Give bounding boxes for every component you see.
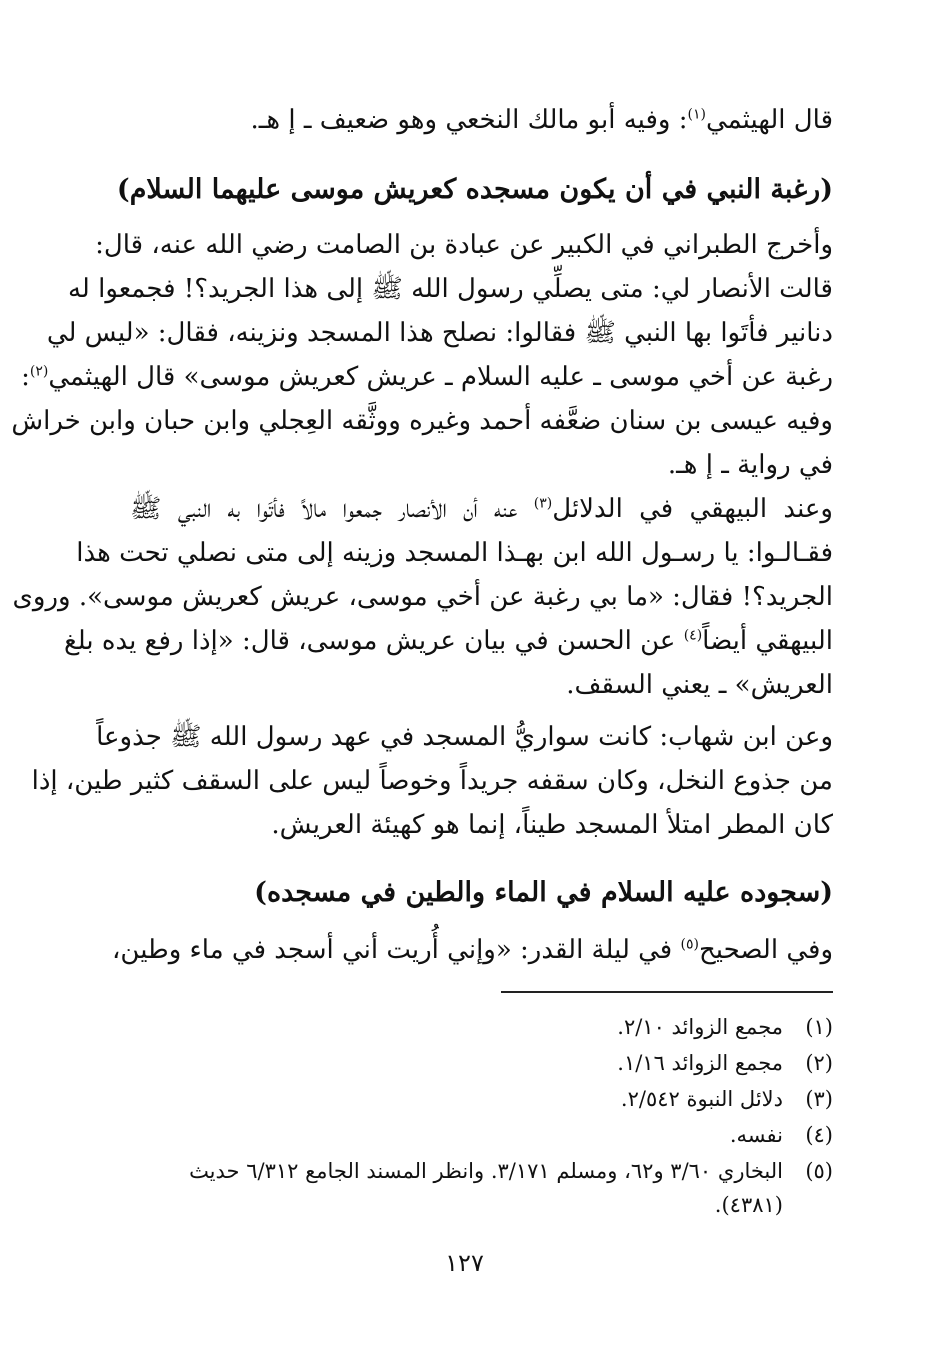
- text-segment: : وفيه أبو مالك النخعي وهو ضعيف ـ إ هـ.: [250, 105, 688, 135]
- section-heading: (رغبة النبي في أن يكون مسجده كعريش موسى عليهما السلام): [116, 174, 833, 205]
- footnote: [130, 1010, 833, 1044]
- text-segment: عنه أن الأنصار جمعوا مالاً فأتَوا به النبي ﷺ: [130, 494, 534, 524]
- footnote-marker: (٢): [29, 363, 49, 380]
- text-line: من جذوع النخل، وكان سقفه جريداً وخوصاً ليس على السقف كثير طين، إذا: [31, 766, 833, 796]
- footnote-text: البخاري ٣/٦٠ و٦٢، ومسلم ٣/١٧١. وانظر المسند الجامع ٦/٣١٢ حديث: [189, 1159, 783, 1183]
- text-segment: في ليلة القدر: «وإني أُريت أني أسجد في ماء وطين،: [112, 935, 681, 965]
- text-line: الجريد؟! فقال: «ما بي رغبة عن أخي موسى، عريش كعريش موسى». وروى: [12, 582, 833, 612]
- text-line: [130, 100, 833, 140]
- section-heading: (سجوده عليه السلام في الماء والطين في مسجده): [254, 877, 833, 908]
- footnote: [130, 1046, 833, 1080]
- footnote-text: مجمع الزوائد ٢/١٠.: [617, 1015, 783, 1039]
- text-line: فقـالـوا: يا رسـول الله ابن بهـذا المسجد وزينه إلى متى نصلي تحت هذا: [76, 538, 833, 568]
- footnote-number: (٣): [805, 1087, 833, 1111]
- text-line: وعن ابن شهاب: كانت سواريُّ المسجد في عهد رسول الله ﷺ جذوعاً: [96, 722, 833, 752]
- footnote-number: (٥): [805, 1159, 833, 1183]
- footnote-marker: (٥): [680, 936, 699, 953]
- text-segment: رغبة عن أخي موسى ـ عليه السلام ـ عريش كعريش موسى» قال الهيثمي: [48, 362, 833, 392]
- footnote-number: (١): [805, 1015, 833, 1039]
- page-number: ١٢٧: [445, 1249, 484, 1277]
- text-line: وفيه عيسى بن سنان ضعَّفه أحمد وغيره ووثَّقه العِجلي وابن حبان وابن خراش: [11, 406, 833, 436]
- text-line: كان المطر امتلأ المسجد طيناً، إنما هو كهيئة العريش.: [271, 810, 833, 840]
- text-line: [21, 357, 833, 397]
- footnote-divider: [501, 991, 833, 993]
- footnote-number: (٤): [805, 1123, 833, 1147]
- footnote-text: نفسه.: [729, 1123, 783, 1147]
- footnote-marker: (٣): [533, 495, 553, 512]
- footnote: [130, 1082, 833, 1116]
- footnote-marker: (٤): [683, 627, 703, 644]
- text-line: قالت الأنصار لي: متى يصلِّي رسول الله ﷺ إلى هذا الجريد؟! فجمعوا له: [67, 274, 833, 304]
- footnote-continuation: (٤٣٨١).: [714, 1193, 783, 1217]
- text-line: دنانير فأتَوا بها النبي ﷺ فقالوا: نصلح هذا المسجد ونزينه، فقال: «ليس لي: [46, 318, 833, 348]
- text-line: في رواية ـ إ هـ.: [667, 450, 833, 480]
- text-segment: وعند البيهقي في الدلائل: [552, 494, 833, 524]
- text-line: العريش» ـ يعني السقف.: [566, 670, 833, 700]
- text-line: [130, 489, 833, 529]
- footnote-marker: (١): [687, 106, 706, 123]
- footnote-number: (٢): [805, 1051, 833, 1075]
- text-line: [63, 621, 833, 661]
- text-segment: البيهقي أيضاً: [702, 626, 833, 656]
- text-segment: وفي الصحيح: [698, 935, 833, 965]
- text-segment: قال الهيثمي: [705, 105, 833, 135]
- text-line: [112, 930, 833, 970]
- footnote: [130, 1154, 833, 1188]
- text-segment: :: [21, 362, 30, 392]
- text-line: وأخرج الطبراني في الكبير عن عبادة بن الصامت رضي الله عنه، قال:: [95, 230, 833, 260]
- footnote: [130, 1118, 833, 1152]
- footnote-text: مجمع الزوائد ١/١٦.: [617, 1051, 783, 1075]
- text-segment: عن الحسن في بيان عريش موسى، قال: «إذا رفع يده بلغ: [63, 626, 684, 656]
- footnote-text: دلائل النبوة ٢/٥٤٢.: [620, 1087, 783, 1111]
